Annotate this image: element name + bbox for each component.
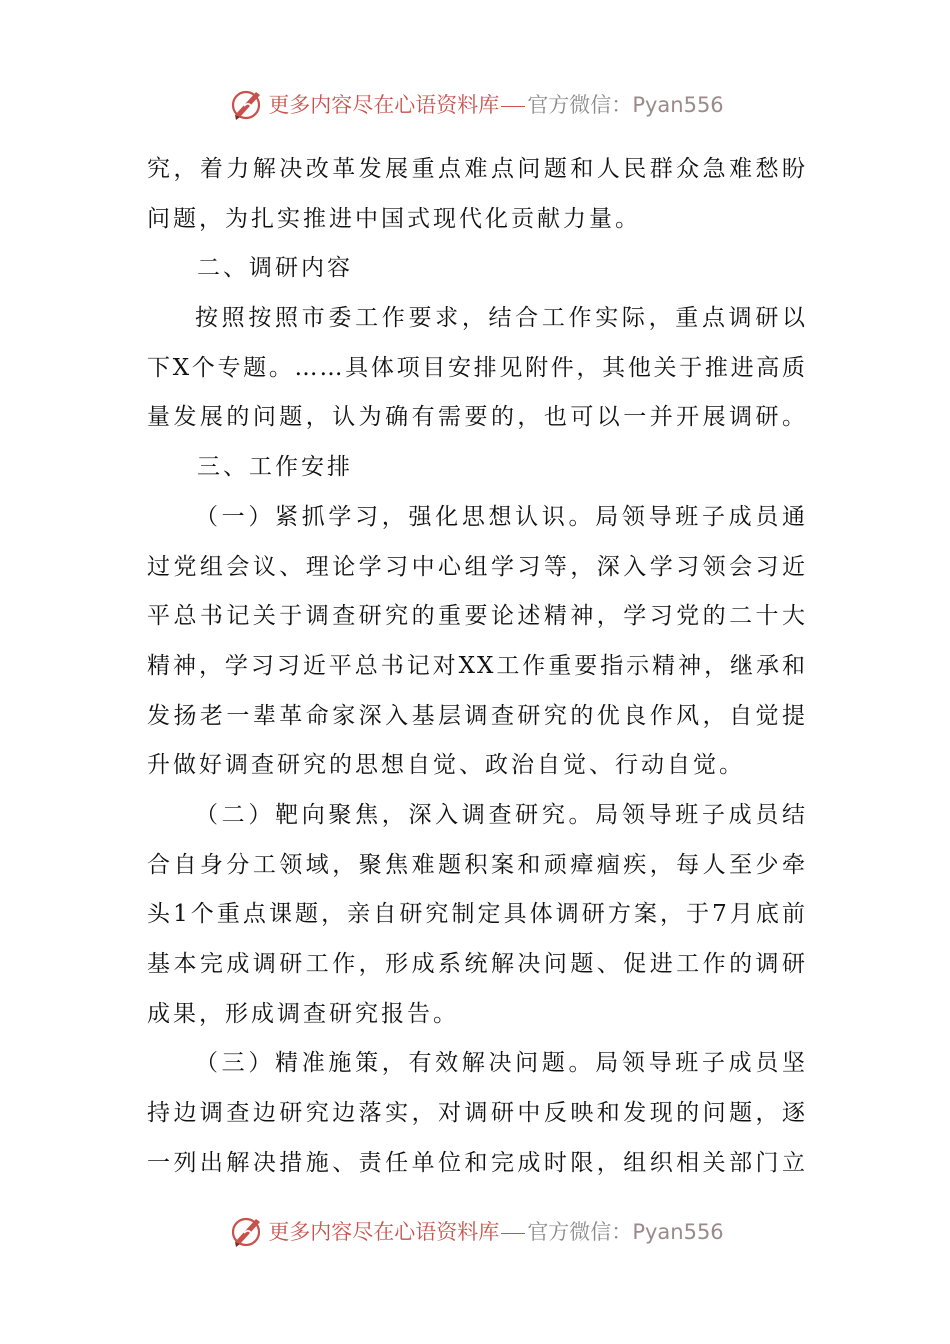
watermark-id: Pyan556 bbox=[632, 1220, 724, 1244]
section-heading-content: 二、调研内容 bbox=[197, 255, 353, 282]
body-line: 问题，为扎实推进中国式现代化贡献力量。 bbox=[147, 205, 641, 232]
section-heading-arrangement: 三、工作安排 bbox=[197, 454, 353, 481]
body-line: 平总书记关于调查研究的重要论述精神，学习党的二十大 bbox=[147, 603, 807, 630]
body-line: 头1个重点课题，亲自研究制定具体调研方案，于7月底前 bbox=[147, 901, 807, 928]
body-line: 一列出解决措施、责任单位和完成时限，组织相关部门立 bbox=[147, 1149, 807, 1176]
watermark-id: Pyan556 bbox=[632, 93, 724, 117]
body-line: 升做好调查研究的思想自觉、政治自觉、行动自觉。 bbox=[147, 752, 745, 779]
body-line: 持边调查边研究边落实，对调研中反映和发现的问题，逐 bbox=[147, 1100, 807, 1127]
watermark-dash bbox=[501, 1233, 525, 1234]
body-line: （一）紧抓学习，强化思想认识。局领导班子成员通 bbox=[195, 503, 807, 530]
watermark-dash bbox=[501, 106, 525, 107]
body-line: 基本完成调研工作，形成系统解决问题、促进工作的调研 bbox=[147, 951, 807, 977]
body-line: （三）精准施策，有效解决问题。局领导班子成员坚 bbox=[195, 1050, 807, 1077]
watermark-main: 更多内容尽在心语资料库 bbox=[268, 93, 500, 117]
body-line: 量发展的问题，认为确有需要的，也可以一并开展调研。 bbox=[147, 404, 807, 431]
watermark-sub: 官方微信： bbox=[527, 93, 633, 117]
pen-logo-icon bbox=[226, 84, 266, 124]
body-line: 下X个专题。……具体项目安排见附件，其他关于推进高质 bbox=[147, 354, 807, 381]
body-line: （二）靶向聚焦，深入调查研究。局领导班子成员结 bbox=[195, 801, 807, 828]
body-line: 发扬老一辈革命家深入基层调查研究的优良作风，自觉提 bbox=[147, 702, 807, 729]
body-line: 按照按照市委工作要求，结合工作实际，重点调研以 bbox=[195, 305, 807, 332]
header-watermark bbox=[0, 84, 950, 124]
body-line: 究，着力解决改革发展重点难点问题和人民群众急难愁盼 bbox=[147, 156, 807, 182]
watermark-sub: 官方微信： bbox=[527, 1220, 633, 1244]
watermark-text bbox=[268, 89, 723, 119]
body-line: 精神，学习习近平总书记对XX工作重要指示精神，继承和 bbox=[147, 652, 807, 679]
watermark-main: 更多内容尽在心语资料库 bbox=[268, 1220, 500, 1244]
body-line: 过党组会议、理论学习中心组学习等，深入学习领会习近 bbox=[147, 553, 807, 580]
footer-watermark bbox=[0, 1211, 950, 1251]
body-line: 合自身分工领域，聚焦难题积案和顽瘴痼疾，每人至少牵 bbox=[147, 851, 807, 878]
pen-logo-icon bbox=[226, 1211, 266, 1251]
body-line: 成果，形成调查研究报告。 bbox=[147, 1000, 459, 1027]
document-body bbox=[147, 145, 807, 1188]
watermark-text bbox=[268, 1216, 723, 1246]
